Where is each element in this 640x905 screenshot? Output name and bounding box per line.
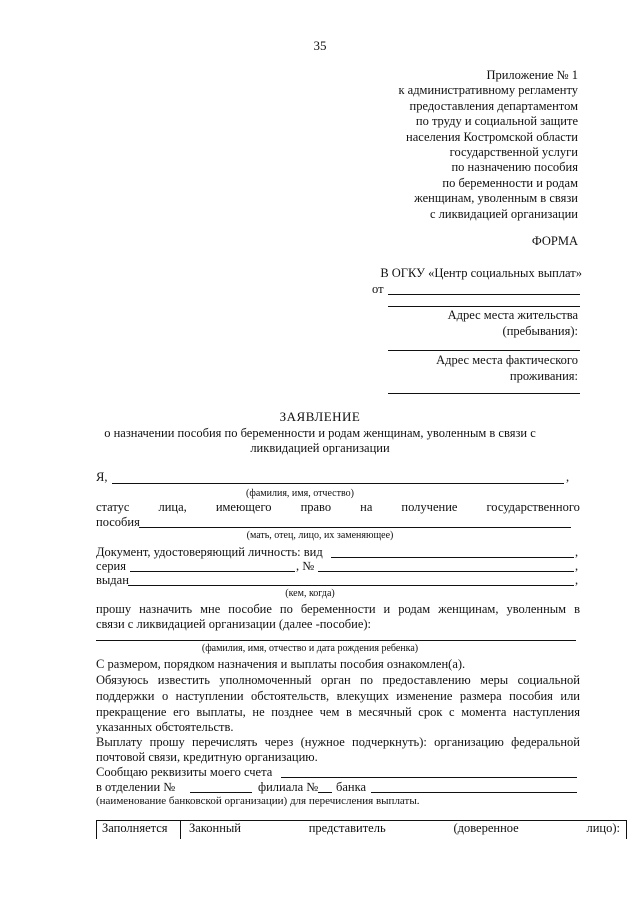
issued-hint: (кем, когда) xyxy=(285,588,335,599)
table-cell-representative xyxy=(181,821,626,839)
appendix-line: по труду и социальной защите xyxy=(415,114,578,129)
child-field[interactable] xyxy=(96,640,576,641)
table-word: Законный xyxy=(189,821,241,835)
appendix-line: по беременности и родам xyxy=(442,175,578,190)
status-word: на xyxy=(360,500,373,514)
table-cell-filled-by: Заполняется xyxy=(97,821,181,839)
document-subtitle-2: ликвидацией организации xyxy=(250,441,390,455)
fio-field[interactable] xyxy=(112,483,564,484)
payment-line-1: Выплату прошу перечислять через (нужное подчеркнуть): организацию федеральной xyxy=(96,735,580,749)
status-word: лица, xyxy=(158,500,187,514)
issued-label: выдан xyxy=(96,573,129,587)
issued-field[interactable] xyxy=(128,585,574,586)
appendix-line: предоставления департаментом xyxy=(409,98,578,113)
document-subtitle-1: о назначении пособия по беременности и родам женщинам, уволенным в связи с xyxy=(104,426,536,440)
status-word: государственного xyxy=(486,500,580,514)
payment-line-2: почтовой связи, кредитную организацию. xyxy=(96,750,318,764)
acquainted-text: С размером, порядком назначения и выплаты пособия ознакомлен(а). xyxy=(96,657,466,671)
residence-stay-label: (пребывания): xyxy=(502,324,578,338)
appendix-line: Приложение № 1 xyxy=(486,68,578,82)
table-word: лицо): xyxy=(586,821,620,835)
status-word: имеющего xyxy=(215,500,272,514)
filial-field[interactable] xyxy=(318,792,332,793)
i-label: Я, xyxy=(96,470,108,484)
account-field[interactable] xyxy=(281,777,577,778)
branch-field[interactable] xyxy=(190,792,252,793)
status-field[interactable] xyxy=(139,527,571,528)
appendix-line: женщинам, уволенным в связи xyxy=(414,191,578,206)
status-line xyxy=(96,500,580,516)
number-label: , № xyxy=(296,559,315,573)
request-line-1: прошу назначить мне пособие по беременности и родам женщинам, уволенным в xyxy=(96,602,580,616)
status-word: право xyxy=(300,500,332,514)
bank-hint: (наименование банковской организации) для перечисления выплаты. xyxy=(96,795,420,807)
residence-address-label: Адрес места жительства xyxy=(447,308,578,322)
document-type-field[interactable] xyxy=(331,557,574,558)
fio-hint: (фамилия, имя, отчество) xyxy=(246,488,354,499)
obligation-line-3: прекращение его выплаты, не позднее чем в месячный срок с момента наступления xyxy=(96,705,580,719)
form-label: ФОРМА xyxy=(531,234,578,248)
number-field[interactable] xyxy=(318,571,574,572)
issued-comma: , xyxy=(575,573,579,587)
benefit-label: пособия xyxy=(96,515,140,529)
series-label: серия xyxy=(96,559,126,573)
branch-label: в отделении № xyxy=(96,780,176,794)
residence-address-field[interactable] xyxy=(388,350,580,351)
fio-end-comma: , xyxy=(566,470,570,484)
series-field[interactable] xyxy=(130,571,295,572)
child-hint: (фамилия, имя, отчество и дата рождения ребенка) xyxy=(201,643,419,654)
appendix-line: по назначению пособия xyxy=(451,160,578,175)
from-field-line-1[interactable] xyxy=(388,294,580,295)
request-line-2: связи с ликвидацией организации (далее -пособие): xyxy=(96,617,372,631)
status-word: статус xyxy=(96,500,130,514)
document-comma: , xyxy=(575,545,579,559)
addressee-to: В ОГКУ «Центр социальных выплат» xyxy=(380,266,582,280)
appendix-line: к административному регламенту xyxy=(398,83,578,98)
obligation-line-2: поддержки о наступлении обстоятельств, влекущих изменение размера пособия или xyxy=(96,689,580,703)
appendix-line: с ликвидацией организации xyxy=(429,206,578,221)
appendix-line: государственной услуги xyxy=(449,145,578,160)
actual-address-field[interactable] xyxy=(388,393,580,394)
actual-living-label: проживания: xyxy=(509,369,578,383)
document-title: ЗАЯВЛЕНИЕ xyxy=(279,409,361,424)
obligation-line-1: Обязуюсь известить уполномоченный орган по предоставлению меры социальной xyxy=(96,673,580,687)
number-comma: , xyxy=(575,559,579,573)
obligation-line-4: указанных обстоятельств. xyxy=(96,720,234,734)
table-word: представитель xyxy=(308,821,386,835)
status-word: получение xyxy=(401,500,458,514)
filial-label: филиала № xyxy=(258,780,319,794)
person-hint: (мать, отец, лицо, их заменяющее) xyxy=(246,530,394,541)
bank-field[interactable] xyxy=(371,792,577,793)
appendix-header xyxy=(398,68,578,222)
bank-label: банка xyxy=(336,780,367,794)
appendix-line: населения Костромской области xyxy=(406,129,578,144)
representative-table xyxy=(96,820,627,839)
account-label: Сообщаю реквизиты моего счета xyxy=(96,765,273,779)
table-word: (доверенное xyxy=(453,821,519,835)
from-label: от xyxy=(372,282,384,296)
document-label: Документ, удостоверяющий личность: вид xyxy=(96,545,323,559)
actual-address-label: Адрес места фактического xyxy=(436,353,578,367)
page-number: 35 xyxy=(313,38,327,53)
from-field-line-2[interactable] xyxy=(388,306,580,307)
